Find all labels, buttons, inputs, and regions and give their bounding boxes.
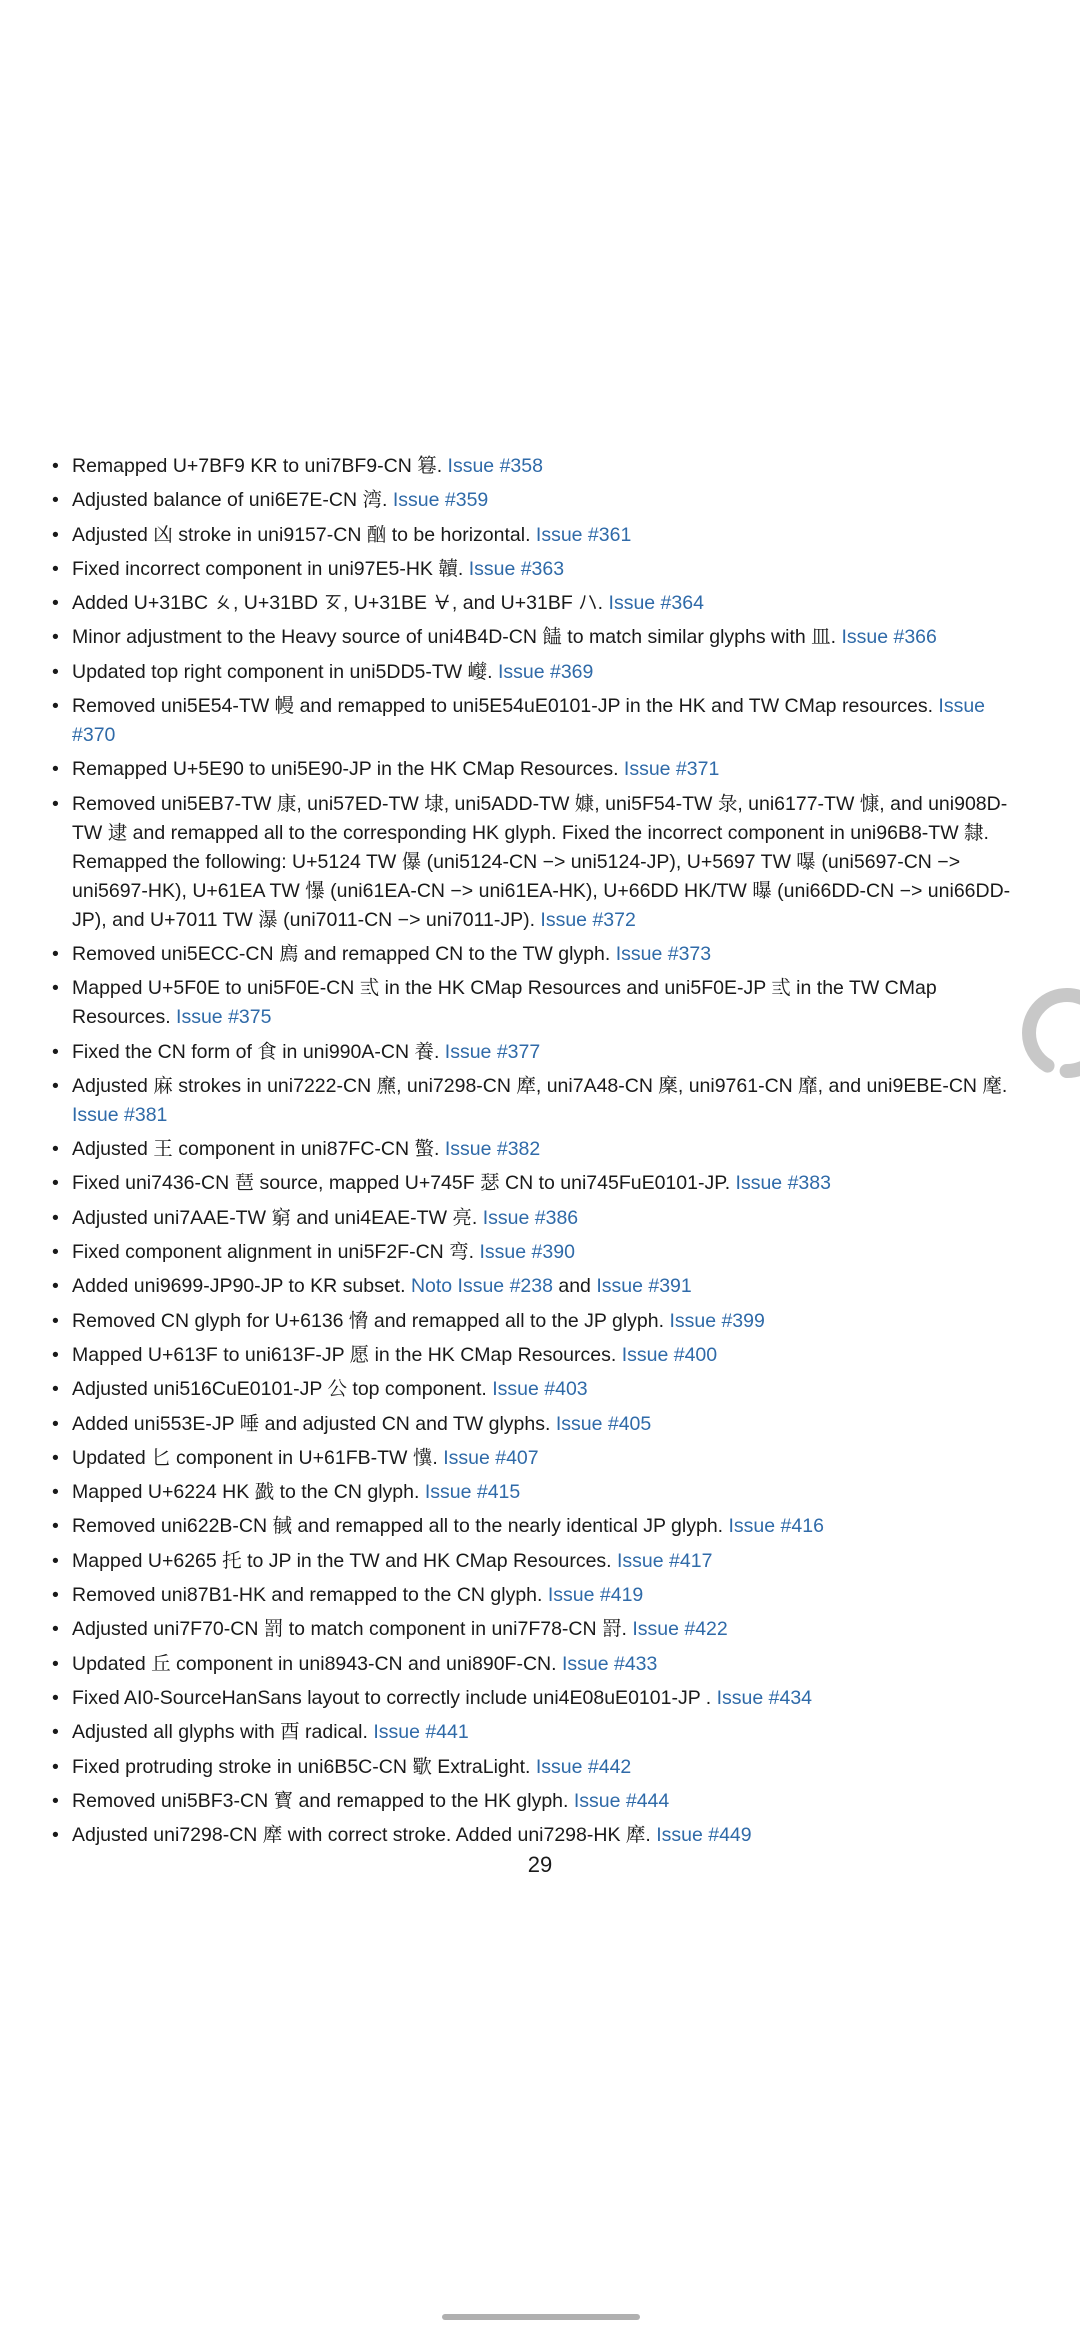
- changelog-item: [50, 692, 1018, 750]
- issue-link[interactable]: Issue #372: [540, 908, 636, 931]
- changelog-item: [50, 1581, 1018, 1610]
- bullet-icon: •: [52, 660, 59, 683]
- issue-link[interactable]: Issue #373: [615, 942, 712, 965]
- bullet-icon: •: [52, 1412, 59, 1435]
- issue-link[interactable]: Issue #361: [535, 523, 632, 546]
- issue-link[interactable]: Issue #363: [468, 557, 565, 580]
- bullet-icon: •: [52, 1074, 59, 1097]
- changelog-item: [50, 1410, 1018, 1439]
- issue-link[interactable]: Issue #444: [573, 1789, 670, 1812]
- issue-link[interactable]: Issue #370: [72, 695, 986, 747]
- changelog-item-text: Adjusted uni7F70-CN 罰 to match component in uni7F78-CN 罸.: [72, 1618, 633, 1641]
- issue-link[interactable]: Issue #364: [608, 592, 704, 615]
- issue-link[interactable]: Issue #375: [176, 1006, 272, 1029]
- home-indicator[interactable]: [442, 2314, 640, 2320]
- issue-link[interactable]: Issue #386: [482, 1206, 579, 1229]
- changelog-item-text: Fixed component alignment in uni5F2F-CN 弯.: [72, 1241, 480, 1264]
- changelog-item: [50, 1512, 1018, 1541]
- bullet-icon: •: [52, 1241, 59, 1264]
- bullet-icon: •: [52, 592, 59, 615]
- bullet-icon: •: [52, 1652, 59, 1675]
- bullet-icon: •: [52, 1138, 59, 1161]
- changelog-item-text: Removed uni622B-CN 戫 and remapped all to the nearly identical JP glyph.: [72, 1515, 729, 1538]
- changelog-item-text: Mapped U+6224 HK 戤 to the CN glyph.: [72, 1481, 425, 1504]
- issue-link[interactable]: Issue #405: [555, 1412, 652, 1435]
- bullet-icon: •: [52, 1343, 59, 1366]
- bullet-icon: •: [52, 792, 59, 815]
- changelog-item: [50, 1238, 1018, 1267]
- issue-link[interactable]: Issue #382: [444, 1138, 541, 1161]
- issue-link[interactable]: Noto Issue #238: [410, 1275, 553, 1298]
- issue-link[interactable]: Issue #415: [424, 1481, 521, 1504]
- bullet-icon: •: [52, 1446, 59, 1469]
- changelog-item-text: Adjusted 麻 strokes in uni7222-CN 爢, uni7298-CN 犘, uni7A48-CN 穈, uni9761-CN 靡, and uni9EBE-CN 麾.: [72, 1074, 1008, 1097]
- bullet-icon: •: [52, 626, 59, 649]
- changelog-item-text: Removed uni87B1-HK and remapped to the CN glyph.: [72, 1584, 548, 1607]
- issue-link[interactable]: Issue #390: [479, 1241, 575, 1264]
- changelog-item-text: Added uni553E-JP 唾 and adjusted CN and TW glyphs.: [72, 1412, 556, 1435]
- bullet-icon: •: [52, 489, 59, 512]
- changelog-item-text: Adjusted 凶 stroke in uni9157-CN 酗 to be horizontal.: [72, 523, 536, 546]
- changelog-item-text: Removed uni5ECC-CN 廌 and remapped CN to the TW glyph.: [72, 942, 616, 965]
- changelog-item-text: and: [552, 1275, 597, 1298]
- changelog-item: [50, 486, 1018, 515]
- changelog-item-text: Adjusted all glyphs with 酉 radical.: [72, 1721, 374, 1744]
- changelog-item: [50, 1787, 1018, 1816]
- issue-link[interactable]: Issue #369: [497, 660, 594, 683]
- changelog-item: [50, 1169, 1018, 1198]
- changelog-item: [50, 1341, 1018, 1370]
- bullet-icon: •: [52, 1515, 59, 1538]
- changelog-item: [50, 1204, 1018, 1233]
- changelog-item: [50, 521, 1018, 550]
- bullet-icon: •: [52, 1481, 59, 1504]
- bullet-icon: •: [52, 1789, 59, 1812]
- changelog-item: [50, 1038, 1018, 1067]
- issue-link[interactable]: Issue #359: [392, 489, 489, 512]
- page-number: 29: [527, 1852, 553, 1877]
- changelog-item: [50, 940, 1018, 969]
- bullet-icon: •: [52, 523, 59, 546]
- issue-link[interactable]: Issue #419: [547, 1584, 644, 1607]
- bullet-icon: •: [52, 557, 59, 580]
- issue-link[interactable]: Issue #403: [492, 1378, 588, 1401]
- changelog-item: [50, 1478, 1018, 1507]
- changelog-item: [50, 658, 1018, 687]
- changelog-list: [50, 452, 1018, 1855]
- bullet-icon: •: [52, 1206, 59, 1229]
- changelog-item: [50, 1375, 1018, 1404]
- changelog-item: [50, 1444, 1018, 1473]
- changelog-item-text: Fixed protruding stroke in uni6B5C-CN 歜 ExtraLight.: [72, 1755, 536, 1778]
- issue-link[interactable]: Issue #433: [561, 1652, 658, 1675]
- changelog-item: [50, 755, 1018, 784]
- changelog-item-text: Fixed the CN form of 食 in uni990A-CN 養.: [72, 1040, 445, 1063]
- issue-link[interactable]: Issue #434: [716, 1686, 813, 1709]
- bullet-icon: •: [52, 977, 59, 1000]
- changelog-item: [50, 623, 1018, 652]
- changelog-item: [50, 1272, 1018, 1301]
- changelog-item-text: Adjusted balance of uni6E7E-CN 湾.: [72, 489, 393, 512]
- changelog-item-text: Fixed AI0-SourceHanSans layout to correctly include uni4E08uE0101-JP .: [72, 1686, 717, 1709]
- issue-link[interactable]: Issue #381: [72, 1103, 168, 1126]
- issue-link[interactable]: Issue #391: [596, 1275, 692, 1298]
- changelog-item-text: Adjusted uni7AAE-TW 窮 and uni4EAE-TW 亮.: [72, 1206, 483, 1229]
- issue-link[interactable]: Issue #449: [656, 1824, 752, 1847]
- bullet-icon: •: [52, 1040, 59, 1063]
- changelog-item-text: Updated 匕 component in U+61FB-TW 懻.: [72, 1446, 444, 1469]
- changelog-item: [50, 555, 1018, 584]
- changelog-item-text: Fixed uni7436-CN 琶 source, mapped U+745F 瑟 CN to uni745FuE0101-JP.: [72, 1172, 736, 1195]
- changelog-item-text: Adjusted uni7298-CN 犘 with correct stroke. Added uni7298-HK 犘.: [72, 1824, 657, 1847]
- issue-link[interactable]: Issue #400: [621, 1343, 718, 1366]
- changelog-item-text: Remapped U+7BF9 KR to uni7BF9-CN 篹.: [72, 455, 448, 477]
- changelog-item: [50, 1718, 1018, 1747]
- issue-link[interactable]: Issue #371: [623, 758, 720, 781]
- bullet-icon: •: [52, 455, 59, 477]
- changelog-item: [50, 1072, 1018, 1130]
- issue-link[interactable]: Issue #417: [617, 1549, 713, 1572]
- issue-link[interactable]: Issue #366: [841, 626, 937, 649]
- issue-link[interactable]: Issue #441: [373, 1721, 469, 1744]
- changelog-item-text: Removed uni5BF3-CN 寳 and remapped to the HK glyph.: [72, 1789, 574, 1812]
- changelog-item-text: Mapped U+613F to uni613F-JP 愿 in the HK CMap Resources.: [72, 1343, 622, 1366]
- changelog-item-text: Remapped U+5E90 to uni5E90-JP in the HK CMap Resources.: [72, 758, 624, 781]
- changelog-item: [50, 1135, 1018, 1164]
- issue-link[interactable]: Issue #416: [728, 1515, 824, 1538]
- bullet-icon: •: [52, 1755, 59, 1778]
- changelog-item: [50, 1650, 1018, 1679]
- bullet-icon: •: [52, 1549, 59, 1572]
- issue-link[interactable]: Issue #383: [735, 1172, 831, 1195]
- bullet-icon: •: [52, 758, 59, 781]
- changelog-item-text: Removed uni5E54-TW 幔 and remapped to uni5E54uE0101-JP in the HK and TW CMap resources.: [72, 695, 939, 718]
- changelog-item-text: Removed CN glyph for U+6136 愶 and remapped all to the JP glyph.: [72, 1309, 670, 1332]
- issue-link[interactable]: Issue #442: [535, 1755, 632, 1778]
- loading-spinner-icon: [1012, 978, 1080, 1088]
- changelog-item-text: Mapped U+5F0E to uni5F0E-CN 弎 in the HK CMap Resources and uni5F0E-JP 弎 in the TW CMap Resources.: [72, 977, 937, 1029]
- changelog-item-text: Adjusted 王 component in uni87FC-CN 蟼.: [72, 1138, 445, 1161]
- bullet-icon: •: [52, 1309, 59, 1332]
- changelog-item: [50, 589, 1018, 618]
- changelog-item: [50, 974, 1018, 1032]
- bullet-icon: •: [52, 1721, 59, 1744]
- changelog-item: [50, 1753, 1018, 1782]
- bullet-icon: •: [52, 1584, 59, 1607]
- bullet-icon: •: [52, 942, 59, 965]
- changelog-item-text: Mapped U+6265 托 to JP in the TW and HK CMap Resources.: [72, 1549, 618, 1572]
- issue-link[interactable]: Issue #358: [447, 455, 543, 477]
- issue-link[interactable]: Issue #377: [444, 1040, 541, 1063]
- changelog-item-text: Added U+31BC ㆼ, U+31BD ㆽ, U+31BE ㆾ, and U+31BF ㆿ.: [72, 592, 609, 615]
- changelog-item-text: Added uni9699-JP90-JP to KR subset.: [72, 1275, 411, 1298]
- issue-link[interactable]: Issue #422: [632, 1618, 728, 1641]
- changelog-item: [50, 1684, 1018, 1713]
- changelog-item: [50, 1307, 1018, 1336]
- changelog-item-text: Updated top right component in uni5DD5-TW 巕.: [72, 660, 498, 683]
- bullet-icon: •: [52, 1618, 59, 1641]
- bullet-icon: •: [52, 1275, 59, 1298]
- changelog-item-text: Minor adjustment to the Heavy source of uni4B4D-CN 䭍 to match similar glyphs with 皿.: [72, 626, 842, 649]
- issue-link[interactable]: Issue #407: [443, 1446, 539, 1469]
- bullet-icon: •: [52, 1686, 59, 1709]
- changelog-item-text: Fixed incorrect component in uni97E5-HK 韥.: [72, 557, 469, 580]
- changelog-item-text: Removed uni5EB7-TW 康, uni57ED-TW 埭, uni5ADD-TW 嫝, uni5F54-TW 彔, uni6177-TW 慷, and uni908D-TW 逮 and remapped all to the corresponding HK glyph. Fixed the incorrect component in uni96B8-TW 隸. Remapped the following: U+5124 TW 儤 (uni5124-CN −> uni5124-JP), U+5697 TW 嚗 (uni5697-CN −> uni5697-HK), U+61EA TW 懪 (uni61EA-CN −> uni61EA-HK), U+66DD HK/TW 曝 (uni66DD-CN −> uni66DD-JP), and U+7011 TW 瀑 (uni7011-CN −> uni7011-JP).: [72, 792, 1011, 931]
- changelog-item: [50, 1615, 1018, 1644]
- bullet-icon: •: [52, 1172, 59, 1195]
- changelog-item: [50, 1547, 1018, 1576]
- changelog-item: [50, 790, 1018, 935]
- changelog-item-text: Updated 丘 component in uni8943-CN and uni890F-CN.: [72, 1652, 562, 1675]
- changelog-item-text: Adjusted uni516CuE0101-JP 公 top component.: [72, 1378, 493, 1401]
- issue-link[interactable]: Issue #399: [669, 1309, 765, 1332]
- bullet-icon: •: [52, 1378, 59, 1401]
- bullet-icon: •: [52, 1824, 59, 1847]
- changelog-item: [50, 452, 1018, 481]
- changelog-item: [50, 1821, 1018, 1850]
- bullet-icon: •: [52, 695, 59, 718]
